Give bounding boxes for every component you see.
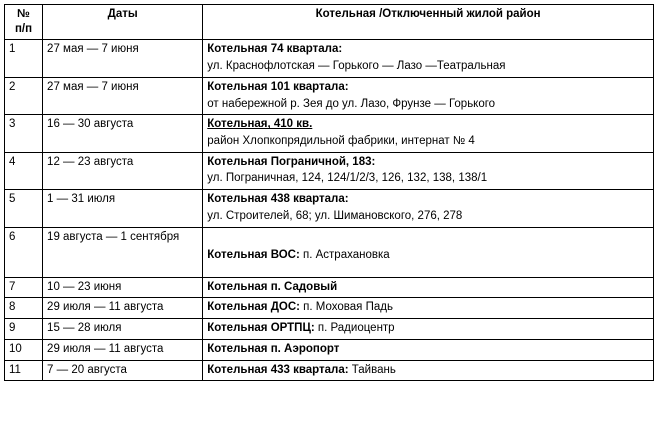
cell-dates: 19 августа — 1 сентября — [43, 227, 203, 277]
table-row — [5, 40, 654, 77]
cell-dates: 16 — 30 августа — [43, 115, 203, 152]
boiler-name: Котельная ВОС: — [207, 248, 300, 261]
table-row — [5, 319, 654, 340]
boiler-name: Котельная 438 квартала: — [207, 193, 349, 206]
boiler-name: Котельная п. Садовый — [207, 280, 338, 293]
cell-object — [203, 319, 654, 340]
cell-object — [203, 115, 654, 152]
cell-number: 5 — [5, 190, 43, 227]
table-row — [5, 277, 654, 298]
cell-number: 11 — [5, 360, 43, 381]
table-row — [5, 298, 654, 319]
cell-dates: 15 — 28 июля — [43, 319, 203, 340]
table-header — [5, 5, 654, 40]
district-name: ул. Краснофлотская — Горького — Лазо —Театральная — [207, 60, 506, 73]
cell-dates: 27 мая — 7 июня — [43, 40, 203, 77]
cell-object — [203, 190, 654, 227]
table-row — [5, 190, 654, 227]
cell-number: 6 — [5, 227, 43, 277]
district-name: п. Радиоцентр — [314, 322, 395, 335]
table-row — [5, 152, 654, 189]
column-header-dates: Даты — [43, 5, 203, 40]
table-header-row — [5, 5, 654, 40]
cell-object — [203, 227, 654, 277]
cell-dates: 1 — 31 июля — [43, 190, 203, 227]
cell-number: 3 — [5, 115, 43, 152]
boiler-name: Котельная ДОС: — [207, 301, 300, 314]
table-body — [5, 40, 654, 381]
cell-dates: 12 — 23 августа — [43, 152, 203, 189]
table-row — [5, 227, 654, 277]
table-row — [5, 339, 654, 360]
cell-dates: 7 — 20 августа — [43, 360, 203, 381]
cell-dates: 27 мая — 7 июня — [43, 77, 203, 114]
cell-object — [203, 360, 654, 381]
cell-object — [203, 152, 654, 189]
boiler-name: Котельная п. Аэропорт — [207, 342, 340, 355]
district-name: район Хлопкопрядильной фабрики, интернат № 4 — [207, 135, 475, 148]
cell-number: 4 — [5, 152, 43, 189]
cell-number: 8 — [5, 298, 43, 319]
cell-number: 1 — [5, 40, 43, 77]
district-name: п. Моховая Падь — [299, 301, 393, 314]
boiler-name: Котельная Пограничной, 183: — [207, 155, 376, 168]
district-name: ул. Пограничная, 124, 124/1/2/3, 126, 132, 138, 138/1 — [207, 172, 488, 185]
column-header-number-line1: № — [17, 8, 30, 20]
boiler-name: Котельная, 410 кв. — [207, 118, 313, 131]
cell-number: 2 — [5, 77, 43, 114]
cell-object — [203, 298, 654, 319]
boiler-name: Котельная ОРТПЦ: — [207, 322, 315, 335]
column-header-object: Котельная /Отключенный жилой район — [203, 5, 654, 40]
table-row — [5, 77, 654, 114]
district-name: ул. Строителей, 68; ул. Шимановского, 276, 278 — [207, 209, 463, 222]
cell-number: 9 — [5, 319, 43, 340]
district-name: от набережной р. Зея до ул. Лазо, Фрунзе — Горького — [207, 97, 496, 110]
document-page — [0, 4, 659, 424]
cell-object — [203, 339, 654, 360]
cell-dates: 29 июля — 11 августа — [43, 339, 203, 360]
boiler-name: Котельная 101 квартала: — [207, 80, 349, 93]
district-name: п. Астрахановка — [299, 248, 390, 261]
column-header-number — [5, 5, 43, 40]
column-header-number-line2: п/п — [14, 22, 33, 35]
table-row — [5, 360, 654, 381]
shutdown-schedule-table — [4, 4, 654, 381]
table-row — [5, 115, 654, 152]
cell-number: 10 — [5, 339, 43, 360]
cell-spacer — [207, 230, 649, 248]
cell-dates: 10 — 23 июня — [43, 277, 203, 298]
boiler-name: Котельная 74 квартала: — [207, 43, 343, 56]
cell-number: 7 — [5, 277, 43, 298]
cell-object — [203, 40, 654, 77]
cell-dates: 29 июля — 11 августа — [43, 298, 203, 319]
cell-object — [203, 77, 654, 114]
district-name: Тайвань — [348, 363, 396, 376]
boiler-name: Котельная 433 квартала: — [207, 363, 349, 376]
cell-object — [203, 277, 654, 298]
